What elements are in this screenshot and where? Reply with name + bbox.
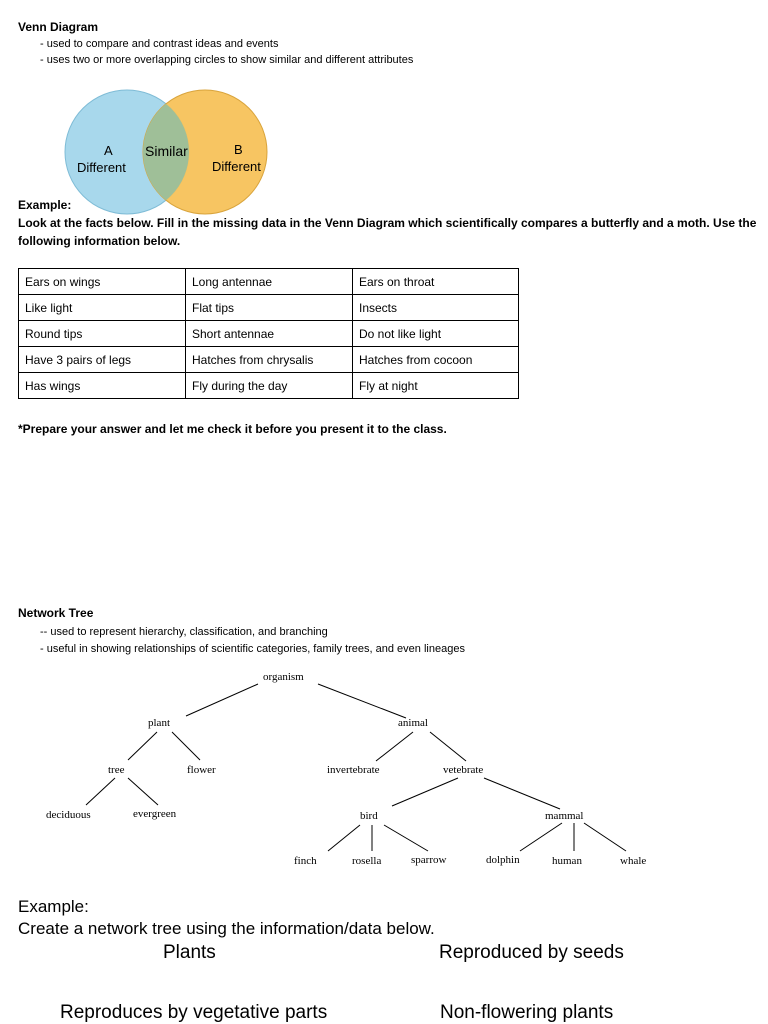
table-cell: Hatches from cocoon: [353, 347, 519, 373]
node-vetebrate: vetebrate: [443, 764, 484, 776]
node-dolphin: dolphin: [486, 854, 520, 866]
table-row: [19, 269, 519, 295]
example2-item-plants: Plants: [163, 942, 216, 963]
network-bullet-2: - useful in showing relationships of scientific categories, family trees, and even lineages: [40, 643, 465, 655]
table-row: [19, 347, 519, 373]
node-evergreen: evergreen: [133, 808, 177, 820]
table-cell: Round tips: [19, 321, 186, 347]
node-animal: animal: [398, 717, 428, 729]
venn-label-a-different: Different: [77, 160, 126, 175]
table-cell: Flat tips: [186, 295, 353, 321]
example2-item-seeds: Reproduced by seeds: [439, 942, 624, 963]
network-bullet-1: -- used to represent hierarchy, classification, and branching: [40, 626, 328, 638]
example1-line1: Look at the facts below. Fill in the missing data in the Venn Diagram which scientifically compares a butterfly and a moth. Use the: [18, 216, 757, 230]
table-cell: Fly during the day: [186, 373, 353, 399]
venn-bullet-2: - uses two or more overlapping circles to show similar and different attributes: [40, 54, 414, 66]
node-flower: flower: [187, 764, 216, 776]
note-text: *Prepare your answer and let me check it before you present it to the class.: [18, 422, 447, 436]
venn-bullet-1: - used to compare and contrast ideas and events: [40, 38, 279, 50]
venn-label-b-different: Different: [212, 159, 261, 174]
node-whale: whale: [620, 855, 647, 867]
venn-title: Venn Diagram: [18, 20, 99, 34]
table-cell: Short antennae: [186, 321, 353, 347]
venn-diagram: [55, 88, 285, 218]
node-mammal: mammal: [545, 810, 584, 822]
example1-heading: Example:: [18, 198, 72, 212]
node-finch: finch: [294, 855, 317, 867]
example2-item-vegetative: Reproduces by vegetative parts: [60, 1002, 328, 1023]
table-row: [19, 373, 519, 399]
node-sparrow: sparrow: [411, 854, 447, 866]
table-row: [19, 321, 519, 347]
table-cell: Long antennae: [186, 269, 353, 295]
example2-heading: Example:: [18, 897, 89, 916]
node-invertebrate: invertebrate: [327, 764, 380, 776]
venn-label-similar: Similar: [145, 143, 188, 159]
node-organism: organism: [263, 671, 304, 683]
node-plant: plant: [148, 717, 170, 729]
table-cell: Insects: [353, 295, 519, 321]
venn-label-b: B: [234, 142, 243, 157]
node-human: human: [552, 855, 582, 867]
network-title: Network Tree: [18, 606, 94, 620]
table-cell: Like light: [19, 295, 186, 321]
network-tree-diagram: [0, 668, 768, 873]
node-deciduous: deciduous: [46, 809, 91, 821]
facts-table: [18, 268, 519, 399]
node-rosella: rosella: [352, 855, 382, 867]
venn-label-a: A: [104, 143, 113, 158]
table-cell: Has wings: [19, 373, 186, 399]
table-cell: Have 3 pairs of legs: [19, 347, 186, 373]
table-cell: Do not like light: [353, 321, 519, 347]
table-cell: Hatches from chrysalis: [186, 347, 353, 373]
table-cell: Ears on wings: [19, 269, 186, 295]
example1-line2: following information below.: [18, 234, 181, 248]
table-row: [19, 295, 519, 321]
node-bird: bird: [360, 810, 378, 822]
example2-instruction: Create a network tree using the information/data below.: [18, 919, 435, 938]
table-cell: Ears on throat: [353, 269, 519, 295]
node-tree: tree: [108, 764, 125, 776]
table-cell: Fly at night: [353, 373, 519, 399]
example2-item-nonflowering: Non-flowering plants: [440, 1002, 614, 1023]
